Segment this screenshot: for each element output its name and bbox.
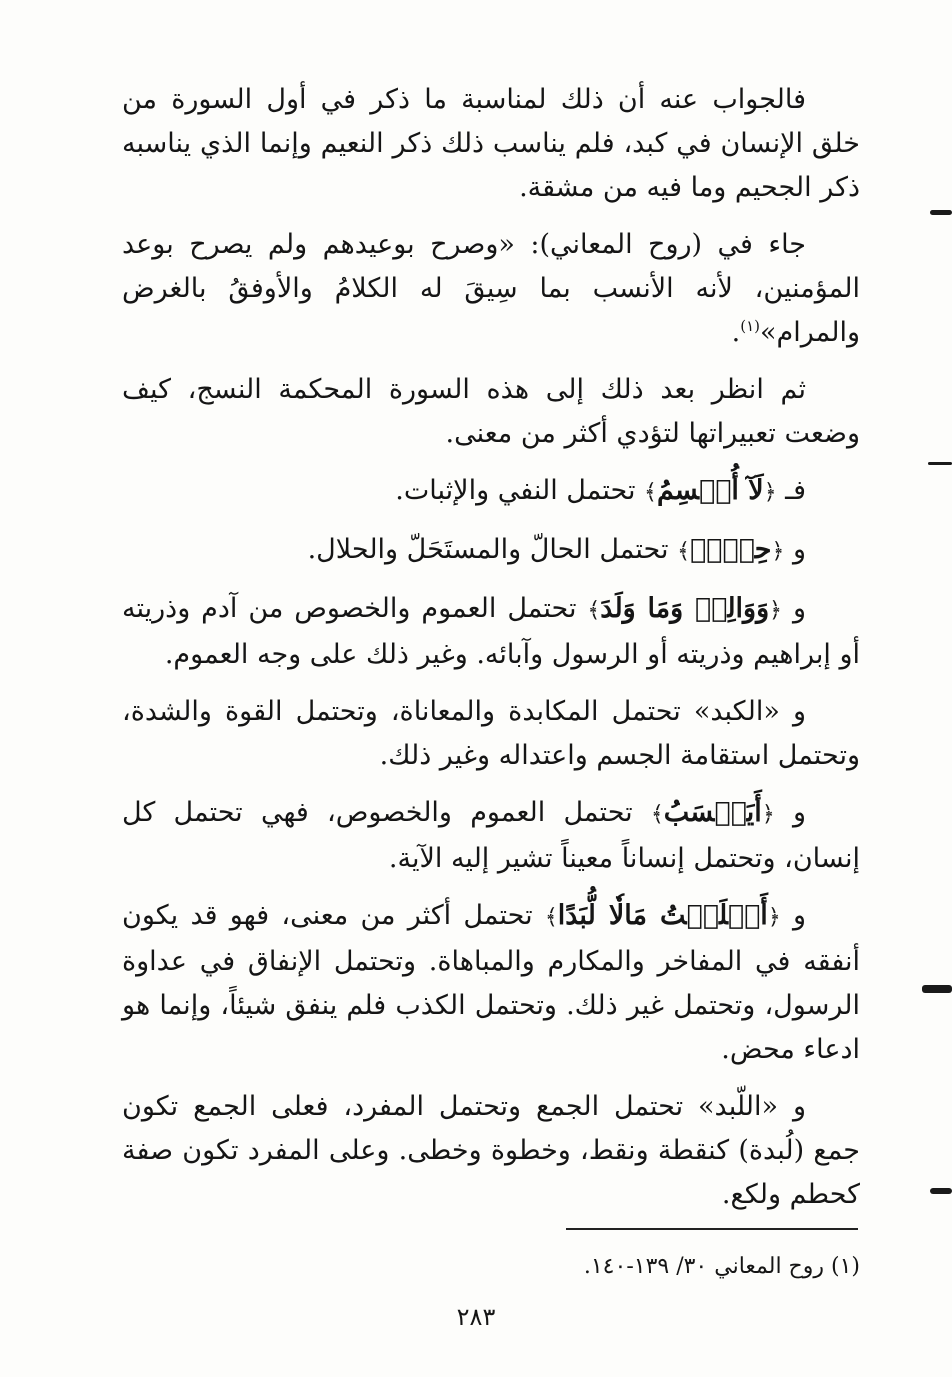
scan-edge-mark [922,985,952,993]
item-term: اللّبد [714,1091,762,1122]
item-text: تحتمل العموم والخصوص من آدم وذريته أو إبراهيم وذريته أو الرسول وآبائه. وغير ذلك على وجه العموم. [122,593,860,670]
paragraph-quote [122,223,860,355]
quote-open: « [761,1091,779,1122]
ornate-bracket-open: ﴿ [763,480,777,505]
item-term: الكبد [710,696,764,727]
scan-edge-mark [928,462,952,465]
footnote: (١) روح المعاني ٣٠/ ١٣٩-١٤٠. [583,1254,860,1279]
item-kabad: و «الكبد» تحتمل المكابدة والمعاناة، وتحتمل القوة والشدة، وتحتمل استقامة الجسم واعتداله وغير ذلك. [122,696,860,771]
ornate-bracket-open: ﴿ [761,802,775,827]
ornate-bracket-open: ﴿ [767,905,781,930]
item-term: حِلُّۢ [689,534,772,565]
ornate-bracket-close: ﴾ [587,598,601,623]
item-walid: و ﴿وَوَالِدٖ وَمَا وَلَدَ﴾ تحتمل العموم والخصوص من آدم وذريته أو إبراهيم وذريته أو الرسول وآبائه. وغير ذلك على وجه العموم. [122,593,860,670]
paragraph-answer: فالجواب عنه أن ذلك لمناسبة ما ذكر في أول السورة من خلق الإنسان في كبد، فلم يناسب ذلك ذكر النعيم وإنما الذي يناسبه ذكر الجحيم وما فيه من مشقة. [122,84,860,203]
item-term: أَهۡلَكۡتُ مَالٗا لُّبَدًا [557,900,768,931]
quote-open: « [763,696,780,727]
item-term: أَيَحۡسَبُ [663,797,762,828]
item-text: تحتمل النفي والإثبات. [395,475,645,506]
item-lubad: و «اللّبد» تحتمل الجمع وتحتمل المفرد، فعلى الجمع تكون جمع (لُبدة) كنقطة ونقط، وخطوة وخطى. وعلى المفرد تكون صفة كحطم ولكع. [122,1091,860,1210]
paragraph-intro: ثم انظر بعد ذلك إلى هذه السورة المحكمة النسج، كيف وضعت تعبيراتها لتؤدي أكثر من معنى. [122,374,860,449]
item-term: وَوَالِدٖ وَمَا وَلَدَ [600,593,770,624]
page-body [122,78,860,1230]
scan-edge-mark [930,1188,952,1194]
ornate-bracket-close: ﴾ [544,905,558,930]
ornate-bracket-open: ﴿ [771,539,785,564]
quote-close: » [698,1091,715,1122]
scan-edge-mark [930,210,952,215]
page-number: ٢٨٣ [456,1303,496,1331]
item-text: تحتمل العموم والخصوص، فهي تحتمل كل إنسان، وتحتمل إنساناً معيناً تشير إليه الآية. [122,797,860,874]
item-text: تحتمل أكثر من معنى، فهو قد يكون أنفقه في المفاخر والمكارم والمباهاة. وتحتمل الإنفاق في عداوة الرسول، وتحتمل غير ذلك. وتحتمل الكذب فلم ينفق شيئاً، وإنما هو ادعاء محض. [122,900,860,1065]
quote-close: » [693,696,711,727]
item-hill: و ﴿حِلُّۢ﴾ تحتمل الحالّ والمستَحَلّ والحلال. [307,534,806,565]
ornate-bracket-close: ﴾ [677,539,690,564]
item-term: لَآ أُقۡسِمُ [656,475,764,506]
footnote-divider [566,1228,858,1230]
footnote-reference[interactable]: (١) [740,317,760,335]
ornate-bracket-open: ﴿ [769,598,783,623]
item-text: تحتمل الحالّ والمستَحَلّ والحلال. [307,534,678,565]
item-la-uqsim: فـ ﴿لَآ أُقۡسِمُ﴾ تحتمل النفي والإثبات. [395,475,806,506]
item-text: تحتمل الجمع وتحتمل المفرد، فعلى الجمع تكون جمع (لُبدة) كنقطة ونقط، وخطوة وخطى. وعلى المفرد تكون صفة كحطم ولكع. [122,1091,860,1210]
item-ahlaktu: و ﴿أَهۡلَكۡتُ مَالٗا لُّبَدًا﴾ تحتمل أكثر من معنى، فهو قد يكون أنفقه في المفاخر والمكارم والمباهاة. وتحتمل الإنفاق في عداوة الرسول، وتحتمل غير ذلك. وتحتمل الكذب فلم ينفق شيئاً، وإنما هو ادعاء محض. [122,900,860,1065]
item-text: تحتمل المكابدة والمعاناة، وتحتمل القوة والشدة، وتحتمل استقامة الجسم واعتداله وغير ذلك. [122,696,860,771]
quote-end: . [731,317,741,348]
quote-text: جاء في (روح المعاني): «وصرح بوعيدهم ولم يصرح بوعد المؤمنين، لأنه الأنسب بما سِيقَ له الكلامُ والأوفقُ بالغرض والمرام» [122,229,860,348]
item-ayahsabu: و ﴿أَيَحۡسَبُ﴾ تحتمل العموم والخصوص، فهي تحتمل كل إنسان، وتحتمل إنساناً معيناً تشير إليه الآية. [122,797,860,874]
ornate-bracket-close: ﴾ [650,802,664,827]
ornate-bracket-close: ﴾ [644,480,657,505]
